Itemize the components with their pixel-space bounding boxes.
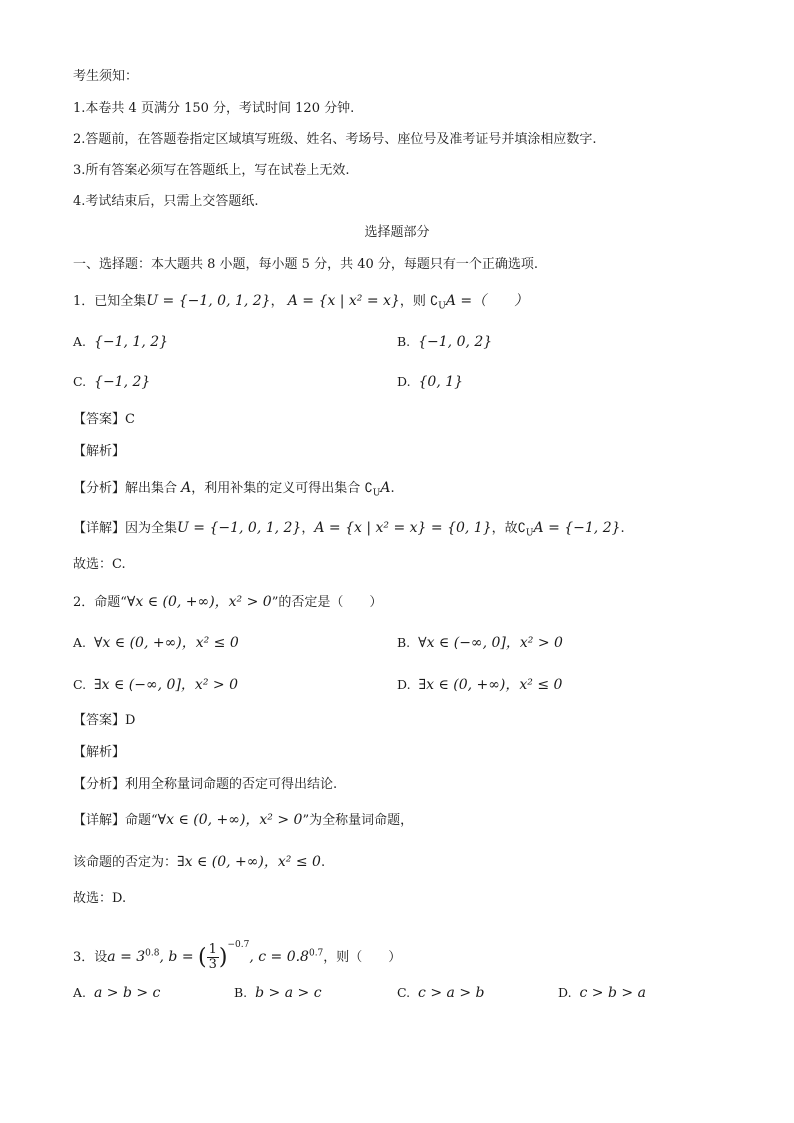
- question-2-stem: 2．命题“∀x ∈ (0, +∞)，x² > 0”的否定是（ ）: [73, 594, 383, 610]
- q2-fenxi: 【分析】利用全称量词命题的否定可得出结论.: [73, 777, 338, 792]
- q2-option-c: C. ∃x ∈ (−∞, 0]，x² > 0: [73, 677, 238, 693]
- notice-item: 2.答题前，在答题卷指定区域填写班级、姓名、考场号、座位号及准考证号并填涂相应数字.: [73, 132, 597, 147]
- section-title: 选择题部分: [364, 225, 430, 240]
- set-a: A = {x | x² = x}: [287, 293, 400, 309]
- q1-analysis-tag: 【解析】: [73, 444, 126, 459]
- question-3-stem: 3．设$a = 3^{0.8}$, b = ( $\frac{1}{3}$ )$^{-0.7}$, $c = 0.8^{0.7}$，则（ ）: [73, 940, 402, 972]
- q3-option-b: B. b > a > c: [234, 985, 322, 1001]
- q2-option-d: D. ∃x ∈ (0, +∞)，x² ≤ 0: [397, 677, 563, 693]
- q3-option-d: D. c > b > a: [558, 985, 646, 1001]
- q2-analysis-tag: 【解析】: [73, 745, 126, 760]
- set-u: U = {−1, 0, 1, 2}: [146, 293, 271, 309]
- q2-detail: 【详解】命题“∀x ∈ (0, +∞)，x² > 0”为全称量词命题，: [73, 812, 414, 828]
- notice-item: 1.本卷共 4 页满分 150 分，考试时间 120 分钟.: [73, 101, 355, 116]
- fraction-one-third: $\frac{1}{3}$: [208, 942, 217, 972]
- q2-conclusion: 故选：D.: [73, 891, 127, 906]
- q1-answer: 【答案】C: [73, 412, 135, 427]
- q1-conclusion: 故选：C.: [73, 557, 126, 572]
- q2-option-b: B. ∀x ∈ (−∞, 0]，x² > 0: [397, 635, 563, 651]
- section-intro: 一、选择题：本大题共 8 小题，每小题 5 分，共 40 分，每题只有一个正确选项.: [73, 257, 539, 272]
- q1-detail: 【详解】因为全集U = {−1, 0, 1, 2}，A = {x | x² = x} = {0, 1}，故$∁_UA = \{-1$, 2}.: [73, 520, 625, 539]
- q2-answer: 【答案】D: [73, 713, 136, 728]
- question-1-stem: 1．已知全集U = {−1, 0, 1, 2}， A = {x | x² = x}，则 $∁_UA$ =（ ）: [73, 293, 529, 312]
- q1-option-b: B. {−1, 0, 2}: [397, 334, 493, 350]
- q1-option-d: D. {0, 1}: [397, 374, 464, 390]
- q3-option-c: C. c > a > b: [397, 985, 485, 1001]
- notice-item: 4.考试结束后，只需上交答题纸.: [73, 194, 259, 209]
- q2-option-a: A. ∀x ∈ (0, +∞)，x² ≤ 0: [73, 635, 239, 651]
- q1-fenxi: 【分析】解出集合 A，利用补集的定义可得出集合 $∁_UA$.: [73, 480, 395, 499]
- q1-option-a: A. {−1, 1, 2}: [73, 334, 169, 350]
- q2-negation: 该命题的否定为：∃x ∈ (0, +∞)，x² ≤ 0.: [73, 854, 326, 870]
- q3-option-a: A. a > b > c: [73, 985, 161, 1001]
- notice-item: 3.所有答案必须写在答题纸上，写在试卷上无效.: [73, 163, 350, 178]
- q1-option-c: C. {−1, 2}: [73, 374, 151, 390]
- notice-title: 考生须知：: [73, 69, 139, 84]
